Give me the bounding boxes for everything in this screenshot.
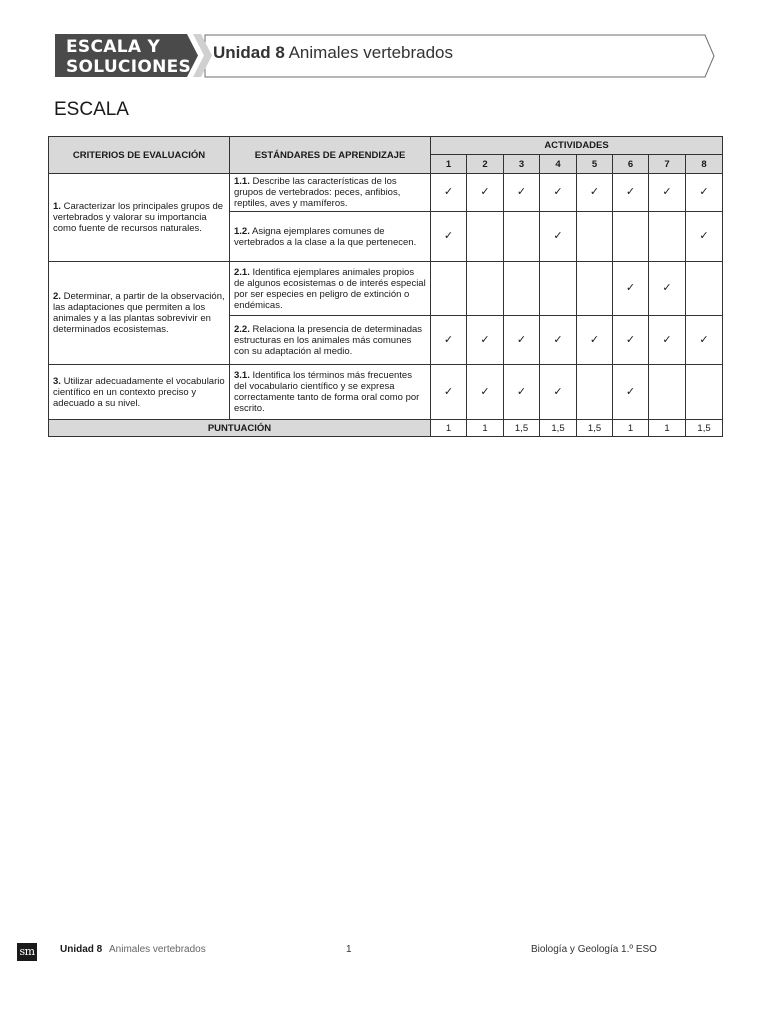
- col-header-activities: ACTIVIDADES: [431, 137, 723, 155]
- score-cell: 1,5: [540, 420, 577, 437]
- check-icon: ✓: [577, 174, 613, 212]
- check-icon: ✓: [649, 174, 686, 212]
- check-icon: ✓: [540, 316, 577, 365]
- score-label: PUNTUACIÓN: [49, 420, 431, 437]
- footer-unit-label: Unidad 8: [60, 944, 103, 955]
- standard-number: 2.1.: [234, 266, 250, 278]
- activity-number: 2: [467, 155, 504, 174]
- check-icon: ✓: [431, 174, 467, 212]
- empty-cell: [577, 262, 613, 316]
- standard-text: Relaciona la presencia de determinadas estructuras en los animales más comunes con su adaptación al medio.: [234, 323, 423, 357]
- score-cell: 1: [613, 420, 649, 437]
- tag-line-2: SOLUCIONES: [66, 57, 192, 77]
- check-icon: ✓: [613, 365, 649, 420]
- table-row: [49, 262, 723, 316]
- empty-cell: [467, 262, 504, 316]
- empty-cell: [649, 212, 686, 262]
- empty-cell: [504, 212, 540, 262]
- check-icon: ✓: [686, 174, 723, 212]
- activity-number: 5: [577, 155, 613, 174]
- empty-cell: [649, 365, 686, 420]
- empty-cell: [577, 212, 613, 262]
- check-icon: ✓: [540, 174, 577, 212]
- check-icon: ✓: [504, 316, 540, 365]
- col-header-criteria: CRITERIOS DE EVALUACIÓN: [49, 137, 230, 174]
- criterion-number: 1.: [53, 201, 61, 212]
- check-icon: ✓: [686, 316, 723, 365]
- page-number: 1: [346, 944, 352, 955]
- check-icon: ✓: [467, 174, 504, 212]
- check-icon: ✓: [504, 365, 540, 420]
- check-icon: ✓: [431, 212, 467, 262]
- check-icon: ✓: [431, 316, 467, 365]
- check-icon: ✓: [467, 316, 504, 365]
- criterion-cell: [49, 365, 230, 420]
- table-row: [49, 365, 723, 420]
- standard-cell: [230, 212, 431, 262]
- standard-text: Describe las características de los grupos de vertebrados: peces, anfibios, reptiles, aves y mamíferos.: [234, 176, 401, 209]
- activity-number: 1: [431, 155, 467, 174]
- col-header-standards: ESTÁNDARES DE APRENDIZAJE: [230, 137, 431, 174]
- check-icon: ✓: [613, 262, 649, 316]
- empty-cell: [613, 212, 649, 262]
- book-title: Biología y Geología 1.º ESO: [531, 944, 657, 955]
- check-icon: ✓: [504, 174, 540, 212]
- unit-title: [213, 43, 453, 63]
- activity-number: 3: [504, 155, 540, 174]
- empty-cell: [577, 365, 613, 420]
- page-footer: [0, 940, 768, 964]
- standard-cell: [230, 262, 431, 316]
- empty-cell: [467, 212, 504, 262]
- unit-label: Unidad 8: [213, 43, 285, 62]
- standard-text: Asigna ejemplares comunes de vertebrados a la clase a la que pertenecen.: [234, 225, 417, 248]
- check-icon: ✓: [649, 316, 686, 365]
- standard-text: Identifica los términos más frecuentes del vocabulario científico y se expresa correctamente tanto de forma oral como por escrito.: [234, 370, 420, 414]
- table-row: [49, 174, 723, 212]
- score-cell: 1: [467, 420, 504, 437]
- score-cell: 1: [649, 420, 686, 437]
- criterion-text: Determinar, a partir de la observación, las adaptaciones que permiten a los animales y a las plantas sobrevivir en determinados ecosistemas.: [53, 291, 225, 335]
- evaluation-table: [48, 136, 723, 437]
- standard-cell: [230, 365, 431, 420]
- standard-number: 2.2.: [234, 323, 250, 335]
- empty-cell: [686, 365, 723, 420]
- standard-number: 1.2.: [234, 225, 250, 237]
- standard-number: 3.1.: [234, 370, 250, 381]
- criterion-number: 3.: [53, 375, 61, 387]
- unit-name: Animales vertebrados: [288, 43, 454, 62]
- check-icon: ✓: [467, 365, 504, 420]
- standard-cell: [230, 316, 431, 365]
- check-icon: ✓: [540, 365, 577, 420]
- score-cell: 1,5: [577, 420, 613, 437]
- empty-cell: [504, 262, 540, 316]
- empty-cell: [686, 262, 723, 316]
- check-icon: ✓: [613, 316, 649, 365]
- publisher-logo: sm: [17, 943, 37, 961]
- check-icon: ✓: [649, 262, 686, 316]
- tag-line-1: ESCALA Y: [66, 37, 161, 57]
- criterion-cell: [49, 174, 230, 262]
- activity-number: 7: [649, 155, 686, 174]
- criterion-cell: [49, 262, 230, 365]
- criterion-text: Utilizar adecuadamente el vocabulario científico en un contexto preciso y adecuado a su nivel.: [53, 375, 225, 409]
- empty-cell: [540, 262, 577, 316]
- criterion-text: Caracterizar los principales grupos de vertebrados y valorar su importancia como fuente de recursos naturales.: [53, 201, 224, 234]
- standard-number: 1.1.: [234, 176, 250, 187]
- section-title: ESCALA: [54, 99, 129, 120]
- activity-number: 8: [686, 155, 723, 174]
- check-icon: ✓: [577, 316, 613, 365]
- check-icon: ✓: [540, 212, 577, 262]
- section-tag: [55, 34, 205, 77]
- check-icon: ✓: [431, 365, 467, 420]
- activity-number: 6: [613, 155, 649, 174]
- header-banner: [55, 34, 715, 78]
- standard-cell: [230, 174, 431, 212]
- score-cell: 1,5: [504, 420, 540, 437]
- score-row: [49, 420, 723, 437]
- empty-cell: [431, 262, 467, 316]
- score-cell: 1: [431, 420, 467, 437]
- standard-text: Identifica ejemplares animales propios de algunos ecosistemas o de interés especial por ser especies en peligro de extinción o endémicas.: [234, 266, 426, 311]
- criterion-number: 2.: [53, 291, 61, 302]
- score-cell: 1,5: [686, 420, 723, 437]
- footer-unit: [60, 944, 206, 955]
- activity-number: 4: [540, 155, 577, 174]
- footer-unit-name: Animales vertebrados: [109, 944, 206, 955]
- check-icon: ✓: [686, 212, 723, 262]
- check-icon: ✓: [613, 174, 649, 212]
